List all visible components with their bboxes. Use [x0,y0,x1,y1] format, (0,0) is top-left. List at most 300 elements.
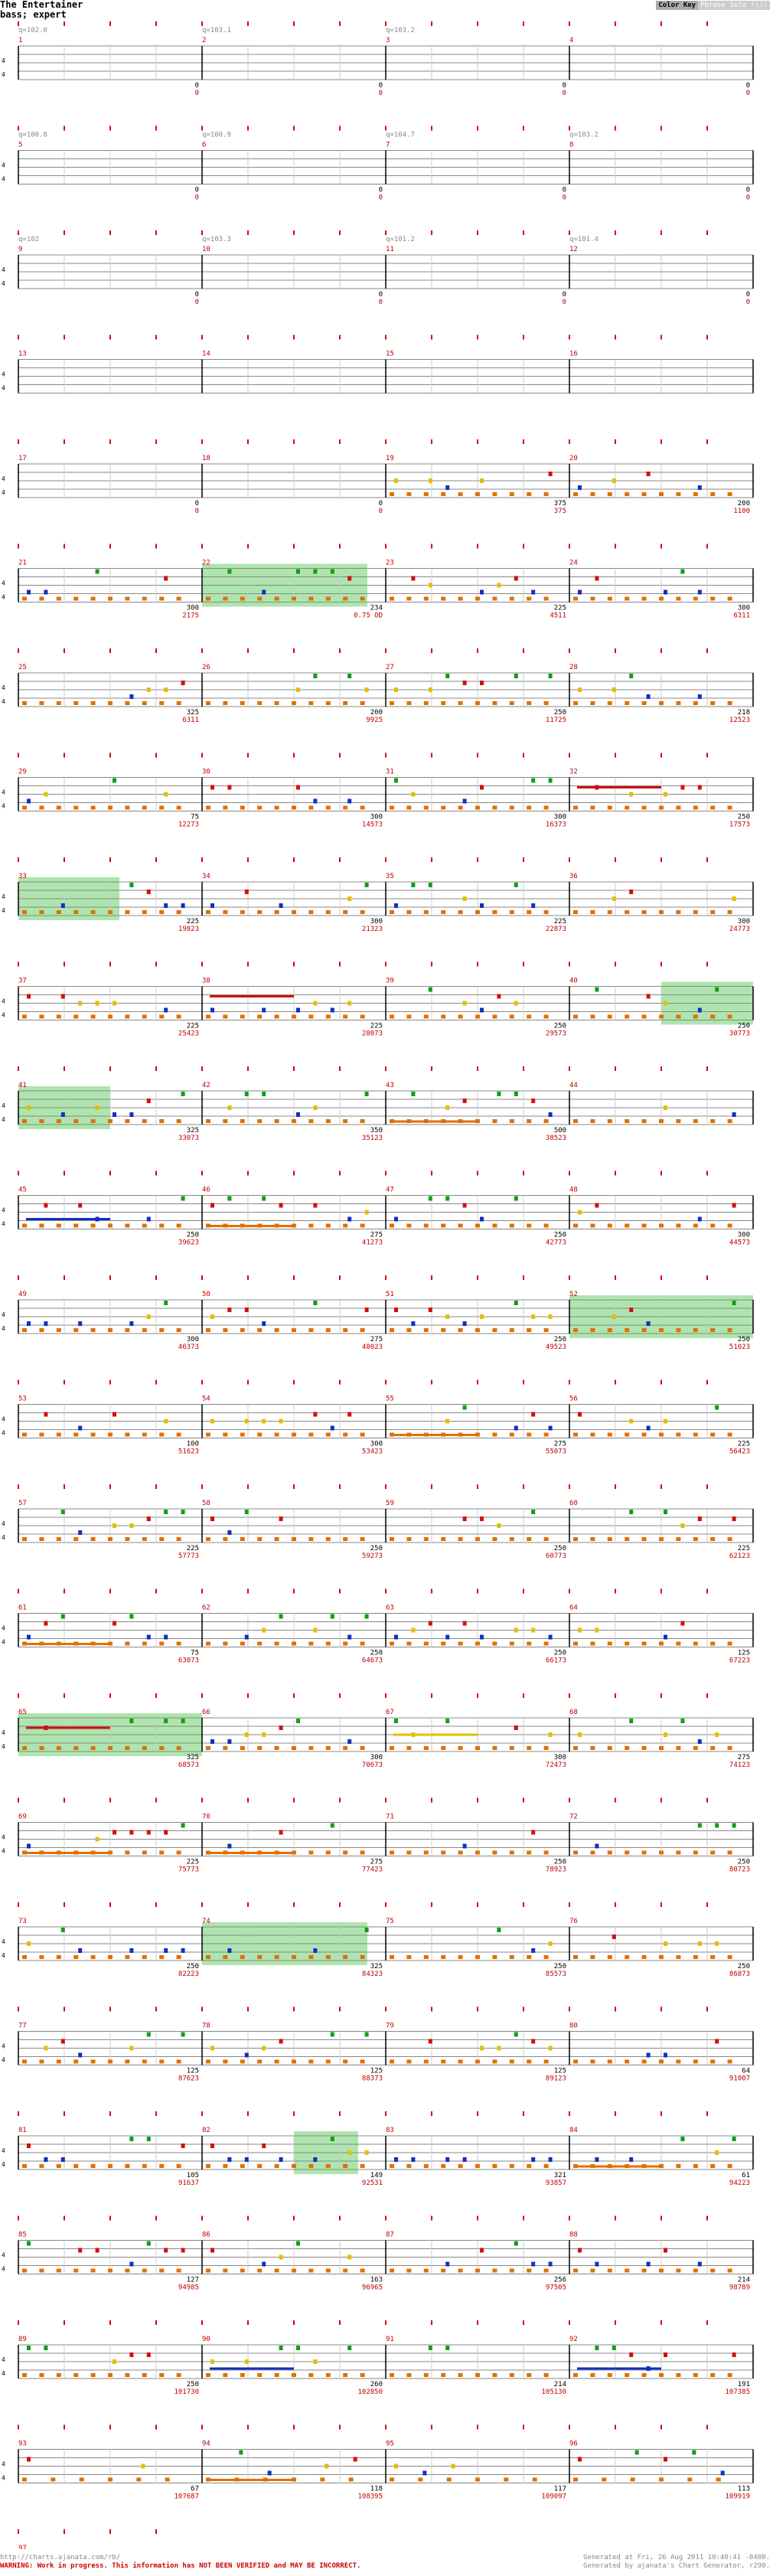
note-orange [608,1328,612,1332]
note-orange [642,701,647,705]
measure-score: 0 [194,508,199,515]
note-orange [728,1955,732,1959]
measure-note-count: 75 [191,813,199,821]
time-signature-top: 4 [2,997,5,1005]
note-yellow [96,1105,99,1110]
note-orange [608,1955,612,1959]
note-orange [676,1119,680,1123]
note-red [96,2248,99,2253]
note-orange [527,2269,531,2273]
note-orange [22,1433,27,1437]
note-orange [57,2060,61,2064]
note-red [680,1621,684,1626]
note-orange [275,701,279,705]
note-orange [642,1224,647,1228]
note-orange [257,1642,262,1646]
note-orange [73,597,78,601]
note-orange [177,1433,181,1437]
note-yellow [549,2046,553,2051]
measure-note-count: 117 [553,2485,566,2493]
note-orange [710,492,715,496]
note-red [463,681,467,685]
measure-score: 33073 [178,1135,199,1142]
note-orange [343,2373,347,2377]
note-orange [573,2478,578,2482]
note-orange [573,701,578,705]
note-orange [275,2373,279,2377]
note-orange [240,1955,245,1959]
note-green [429,2346,432,2350]
note-orange [257,1746,262,1750]
note-orange [390,492,394,496]
note-red [514,1725,518,1730]
note-orange [728,1015,732,1019]
note-blue [164,1948,168,1953]
note-green [595,988,599,992]
note-red [647,472,651,476]
note-green [394,1719,398,1723]
measure-note-count: 250 [553,1336,566,1344]
note-orange [475,1328,480,1332]
footer-generator: Generated by ajanata's Chart Generator, r290. [583,2562,770,2570]
note-orange [418,2478,422,2482]
note-orange [142,2373,147,2377]
note-orange [343,1328,347,1332]
note-orange [676,1955,680,1959]
measure-score: 72473 [545,1761,566,1769]
note-orange [125,2373,129,2377]
note-orange [292,806,296,810]
measure-note-count: 250 [186,2381,199,2388]
note-red [664,2457,667,2462]
note-green [680,2137,684,2141]
note-orange [177,2373,181,2377]
note-orange [91,1224,96,1228]
note-green [429,883,432,887]
note-blue [331,1008,334,1013]
note-orange [39,1746,44,1750]
note-orange [475,806,480,810]
measure-note-count: 225 [553,604,566,612]
note-orange [240,910,245,914]
note-orange [142,1433,147,1437]
note-orange [257,701,262,705]
note-orange [308,2269,313,2273]
note-orange [492,1224,497,1228]
note-orange [142,1328,147,1332]
note-orange [159,1746,164,1750]
note-orange [292,2373,296,2377]
note-green [429,988,432,992]
note-orange [590,701,595,705]
note-orange [527,1119,531,1123]
note-orange [360,1746,365,1750]
note-orange [142,2269,147,2273]
note-green [549,674,553,678]
color-key-label: Color Key [656,1,698,10]
note-yellow [612,687,616,692]
measure-number: 27 [386,664,394,671]
note-blue [210,1739,214,1744]
measure-score: 35123 [361,1135,383,1142]
note-orange [22,1537,27,1541]
note-orange [492,1642,497,1646]
measure-score: 41273 [361,1239,383,1247]
note-orange [206,806,210,810]
note-red [347,576,351,581]
note-yellow [612,896,616,901]
note-yellow [113,1001,116,1006]
note-orange [57,1537,61,1541]
note-orange [475,1955,480,1959]
note-red [164,576,168,581]
note-orange [257,597,262,601]
note-orange [223,1119,227,1123]
note-orange [441,2060,445,2064]
note-orange [177,1224,181,1228]
note-orange [326,1015,331,1019]
note-blue [629,2157,633,2162]
note-orange [108,1015,113,1019]
note-orange [458,1642,463,1646]
note-green [629,1719,633,1723]
note-orange [108,2060,113,2064]
measure-score: 53423 [361,1448,383,1456]
note-orange [492,492,497,496]
measure-note-count: 225 [186,1022,199,1030]
note-orange [360,1433,365,1437]
measure-score: 375 [553,508,566,515]
measure-note-count: 125 [553,2067,566,2075]
note-red [313,1412,317,1417]
measure-score: 0 [745,299,750,306]
note-orange [424,2060,429,2064]
note-orange [308,597,313,601]
note-green [445,1197,449,1201]
note-orange [424,1328,429,1332]
note-orange [206,1746,210,1750]
note-green [147,2032,151,2037]
note-blue [61,903,65,908]
note-orange [544,1328,549,1332]
note-orange [441,1328,445,1332]
note-orange [510,1746,514,1750]
note-orange [292,597,296,601]
note-yellow [715,1732,719,1737]
measure-note-count: 0 [745,186,750,194]
time-signature-top: 4 [2,371,5,378]
note-orange [257,1015,262,1019]
note-orange [406,910,411,914]
note-orange [177,1642,181,1646]
note-red [210,1203,214,1208]
note-blue [44,590,47,595]
note-blue [721,2471,725,2476]
note-orange [693,1537,698,1541]
note-green [629,674,633,678]
note-orange [544,2269,549,2273]
note-orange [424,806,429,810]
time-signature-top: 4 [2,2147,5,2154]
note-orange [91,1015,96,1019]
note-red [245,1308,249,1312]
note-orange [475,2164,480,2168]
note-orange [710,1746,715,1750]
note-blue [411,2157,415,2162]
note-orange [406,1015,411,1019]
measure-number: 8 [569,141,574,149]
note-blue [245,2053,249,2058]
note-orange [527,1433,531,1437]
note-orange [590,1851,595,1855]
note-orange [39,910,44,914]
note-green [411,1092,415,1096]
note-orange [73,1955,78,1959]
note-orange [642,1537,647,1541]
note-red [463,1203,467,1208]
note-orange [710,1642,715,1646]
measure-number: 83 [386,2127,394,2134]
note-orange [510,1851,514,1855]
note-orange [22,2164,27,2168]
note-green [531,779,535,783]
note-orange [406,597,411,601]
measure-number: 46 [202,1186,210,1194]
note-orange [642,2373,647,2377]
note-yellow [296,687,300,692]
note-orange [710,910,715,914]
note-orange [625,1746,629,1750]
measure-note-count: 0 [194,500,199,508]
note-orange [240,2269,245,2273]
measure-score: 77423 [361,1866,383,1874]
time-signature-top: 4 [2,1520,5,1527]
tempo-marking: q=104.7 [386,131,415,139]
note-orange [544,806,549,810]
note-blue [44,2157,47,2162]
note-red [531,1412,535,1417]
note-orange [406,1746,411,1750]
measure-score: 14573 [361,821,383,829]
note-yellow [313,2359,317,2364]
note-orange [275,1119,279,1123]
note-blue [445,1635,449,1640]
note-orange [177,1015,181,1019]
note-green [313,1301,317,1305]
measure-note-count: 0 [194,291,199,299]
time-signature-top: 4 [2,788,5,796]
note-orange [223,806,227,810]
note-blue [480,1635,484,1640]
note-orange [108,1537,113,1541]
note-red [147,1830,151,1835]
note-blue [44,1321,47,1326]
note-yellow [445,1419,449,1424]
note-green [181,1823,185,1828]
note-orange [625,1955,629,1959]
note-yellow [429,687,432,692]
note-orange [687,2478,692,2482]
time-signature-top: 4 [2,1938,5,1945]
note-blue [27,799,31,804]
note-orange [475,2373,480,2377]
note-blue [129,694,133,699]
note-orange [424,2269,429,2273]
note-orange [441,910,445,914]
note-orange [39,1328,44,1332]
note-orange [206,1433,210,1437]
note-green [445,2346,449,2350]
time-signature-top: 4 [2,162,5,169]
note-yellow [313,1105,317,1110]
note-orange [22,2373,27,2377]
note-blue [78,1426,82,1431]
note-orange [475,1746,480,1750]
note-orange [91,701,96,705]
note-orange [326,597,331,601]
note-blue [394,1635,398,1640]
measure-score: 92531 [361,2179,383,2187]
note-orange [308,2060,313,2064]
note-orange [625,1119,629,1123]
note-orange [510,2373,514,2377]
note-orange [642,2269,647,2273]
note-orange [360,806,365,810]
note-red [279,2039,283,2044]
measure-number: 67 [386,1709,394,1716]
note-green [129,2137,133,2141]
note-orange [360,1642,365,1646]
note-yellow [480,1314,484,1319]
measure-number: 92 [569,2336,578,2343]
note-orange [73,2060,78,2064]
note-orange [693,2164,698,2168]
note-orange [527,2060,531,2064]
measure-note-count: 325 [186,1754,199,1761]
note-orange [257,1537,262,1541]
note-orange [22,1015,27,1019]
note-orange [159,1119,164,1123]
measure-note-count: 275 [370,1336,383,1344]
measure-number: 43 [386,1082,394,1089]
note-orange [659,1851,664,1855]
time-signature-top: 4 [2,1102,5,1109]
note-red [578,1412,582,1417]
measure-score: 89123 [545,2075,566,2083]
note-orange [716,2478,721,2482]
note-red [279,1830,283,1835]
note-yellow [129,1523,133,1528]
note-orange [390,2373,394,2377]
note-orange [642,1015,647,1019]
note-blue [445,2157,449,2162]
note-orange [424,1015,429,1019]
time-signature-top: 4 [2,1624,5,1632]
note-orange [108,1119,113,1123]
measure-score: 109919 [725,2493,750,2501]
note-orange [142,910,147,914]
note-orange [308,1119,313,1123]
note-orange [108,1955,113,1959]
note-yellow [680,1523,684,1528]
note-yellow [347,896,351,901]
measure-number: 88 [569,2231,578,2239]
note-orange [73,806,78,810]
note-green [514,883,518,887]
note-green [331,1823,334,1828]
measure-note-count: 325 [186,709,199,717]
note-orange [22,806,27,810]
note-orange [510,1224,514,1228]
measure-number: 89 [18,2336,27,2343]
note-red [480,1517,484,1521]
note-yellow [578,1628,582,1633]
note-orange [39,2060,44,2064]
note-orange [206,701,210,705]
note-yellow [210,1419,214,1424]
measure-score: 91007 [729,2075,750,2083]
note-yellow [497,1523,501,1528]
note-green [347,674,351,678]
time-signature-bottom: 4 [2,1429,5,1437]
time-signature-bottom: 4 [2,2056,5,2064]
note-orange [441,2164,445,2168]
note-orange [343,806,347,810]
note-orange [292,701,296,705]
note-orange [73,1433,78,1437]
note-orange [326,1119,331,1123]
measure-number: 13 [18,350,27,358]
measure-score: 12523 [729,717,750,724]
note-yellow [429,583,432,588]
measure-number: 64 [569,1604,578,1612]
note-orange [390,2478,394,2482]
note-orange [475,2269,480,2273]
note-orange [492,1537,497,1541]
footer-url[interactable]: http://charts.ajanata.com/rb/ [0,2554,121,2561]
note-red [164,1830,168,1835]
note-yellow [664,1001,667,1006]
measure-note-count: 250 [737,813,750,821]
note-orange [458,1015,463,1019]
note-orange [22,1746,27,1750]
measure-number: 42 [202,1082,210,1089]
measure-number: 24 [569,559,578,567]
note-orange [458,2269,463,2273]
note-orange [108,1433,113,1437]
note-yellow [27,1941,31,1946]
note-blue [549,1635,553,1640]
note-orange [492,2060,497,2064]
note-orange [544,492,549,496]
measure-number: 63 [386,1604,394,1612]
note-blue [181,903,185,908]
note-orange [573,2269,578,2273]
note-orange [642,2060,647,2064]
note-orange [343,597,347,601]
note-blue [463,2157,467,2162]
note-blue [578,485,582,490]
note-green [227,1197,231,1201]
note-orange [91,1746,96,1750]
note-blue [531,590,535,595]
note-orange [159,1851,164,1855]
note-yellow [612,1314,616,1319]
measure-score: 0 [562,299,566,306]
note-yellow [44,792,47,797]
measure-score: 0 [378,194,383,202]
note-orange [73,1119,78,1123]
